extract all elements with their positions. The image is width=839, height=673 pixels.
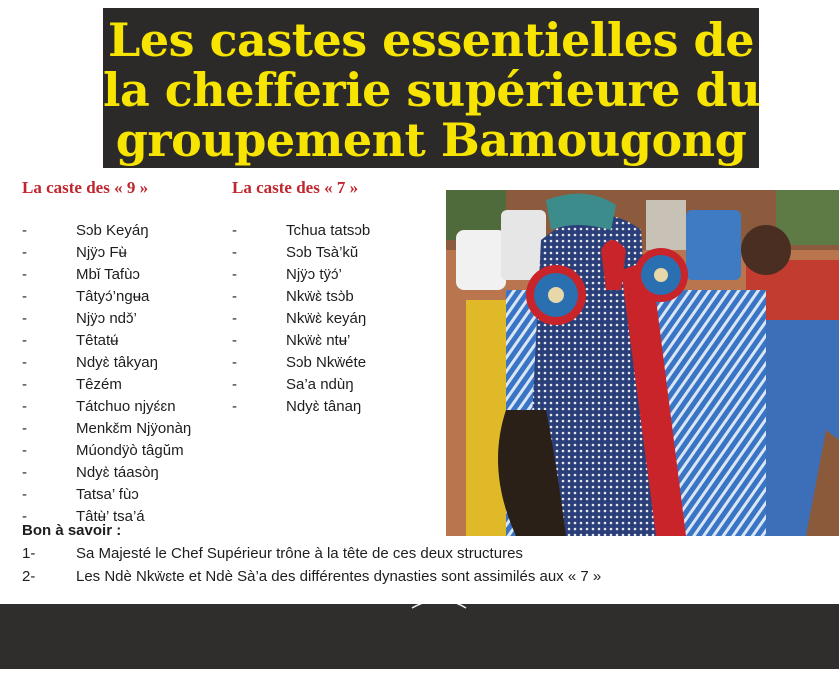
title-banner (103, 8, 759, 168)
list-item-text: Njÿɔ Fʉ̀ (76, 244, 127, 261)
list-item-text: Ndyɛ̀ tâkyaŋ (76, 354, 158, 371)
list-item-text: Ndyɛ̀ tânaŋ (286, 398, 362, 415)
list-item-text: Tâtyɔ́’ngʉa (76, 288, 150, 305)
caste-9-list (22, 220, 232, 528)
list-item-text: Sɔb Nkẅéte (286, 354, 367, 371)
list-item-text: Tâtʉ̀’ tsa’á (76, 508, 145, 525)
list-item-text: Menkɛ̌m Njÿonàŋ (76, 420, 192, 437)
note-text: Les Ndè Nkẅɛte et Ndè Sà’a des différentes dynasties sont assimilés aux « 7 » (76, 568, 602, 585)
list-item-text: Múondÿò tâgŭm (76, 442, 184, 459)
list-item (232, 352, 442, 374)
list-item (22, 374, 232, 396)
list-item-text: Sa’a ndùŋ (286, 376, 354, 393)
list-item (232, 264, 442, 286)
list-dash: - (22, 376, 27, 393)
title-line-1: Les castes essentielles de (108, 13, 754, 67)
list-dash: - (22, 244, 27, 261)
list-dash: - (22, 486, 27, 503)
list-item-text: Nkẅɛ̀ keyáŋ (286, 310, 367, 327)
caste-9-heading: La caste des « 9 » (22, 178, 149, 197)
note-number: 1- (22, 545, 36, 562)
list-dash: - (22, 398, 27, 415)
list-dash: - (22, 288, 27, 305)
list-item-text: Tchua tatsɔb (286, 222, 371, 239)
list-item-text: Sɔb Keyáŋ (76, 222, 149, 239)
list-item (22, 330, 232, 352)
list-item-text: Tatsa’ fùɔ (76, 486, 139, 503)
list-item (232, 374, 442, 396)
list-item (22, 418, 232, 440)
footer-bar (0, 604, 839, 669)
list-item (22, 462, 232, 484)
list-dash: - (22, 442, 27, 459)
list-item-text: Têzém (76, 376, 122, 393)
list-dash: - (22, 266, 27, 283)
list-item (232, 330, 442, 352)
list-item (22, 286, 232, 308)
list-dash: - (22, 420, 27, 437)
list-dash: - (232, 266, 237, 283)
note-number: 2- (22, 568, 36, 585)
caste-7-list (232, 220, 442, 418)
list-dash: - (232, 354, 237, 371)
list-dash: - (232, 332, 237, 349)
footer-arc-decoration (0, 604, 839, 669)
list-item (232, 308, 442, 330)
list-item-text: Mbǐ Tafùɔ (76, 266, 140, 283)
list-dash: - (232, 310, 237, 327)
bon-a-savoir-title: Bon à savoir : (22, 522, 122, 539)
list-item (22, 396, 232, 418)
title-line-2: la chefferie supérieure du (103, 63, 761, 117)
list-item (22, 352, 232, 374)
list-item-text: Njÿɔ tÿɔ́’ (286, 266, 342, 283)
list-dash: - (22, 354, 27, 371)
list-dash: - (232, 244, 237, 261)
list-item (22, 242, 232, 264)
list-dash: - (232, 376, 237, 393)
list-item (232, 396, 442, 418)
list-item-text: Tátchuo njyɛ́ɛn (76, 398, 176, 415)
list-item (232, 242, 442, 264)
list-dash: - (22, 310, 27, 327)
list-item-text: Têtatʉ́ (76, 332, 119, 349)
list-dash: - (22, 332, 27, 349)
list-dash: - (22, 222, 27, 239)
note-2 (22, 568, 782, 588)
list-item (232, 220, 442, 242)
note-1 (22, 545, 742, 565)
list-dash: - (232, 222, 237, 239)
note-text: Sa Majesté le Chef Supérieur trône à la tête de ces deux structures (76, 545, 523, 562)
list-item (22, 308, 232, 330)
list-item (22, 264, 232, 286)
list-item-text: Ndyɛ̀ táasòŋ (76, 464, 159, 481)
list-dash: - (22, 464, 27, 481)
list-dash: - (232, 398, 237, 415)
list-dash: - (22, 508, 27, 525)
masked-dancer-illustration (446, 190, 839, 536)
list-item (22, 220, 232, 242)
list-item-text: Nkẅɛ̀ ntʉ’ (286, 332, 351, 349)
title-line-3: groupement Bamougong (115, 113, 747, 167)
list-item-text: Sɔb Tsà’kŭ (286, 244, 359, 261)
list-item (22, 440, 232, 462)
list-item-text: Njÿɔ ndɔ̌’ (76, 310, 137, 327)
list-item (232, 286, 442, 308)
list-dash: - (232, 288, 237, 305)
masked-dancer-photo (446, 190, 839, 536)
list-item (22, 484, 232, 506)
list-item-text: Nkẅɛ̀ tsɔ̀b (286, 288, 354, 305)
caste-7-heading: La caste des « 7 » (232, 178, 359, 197)
